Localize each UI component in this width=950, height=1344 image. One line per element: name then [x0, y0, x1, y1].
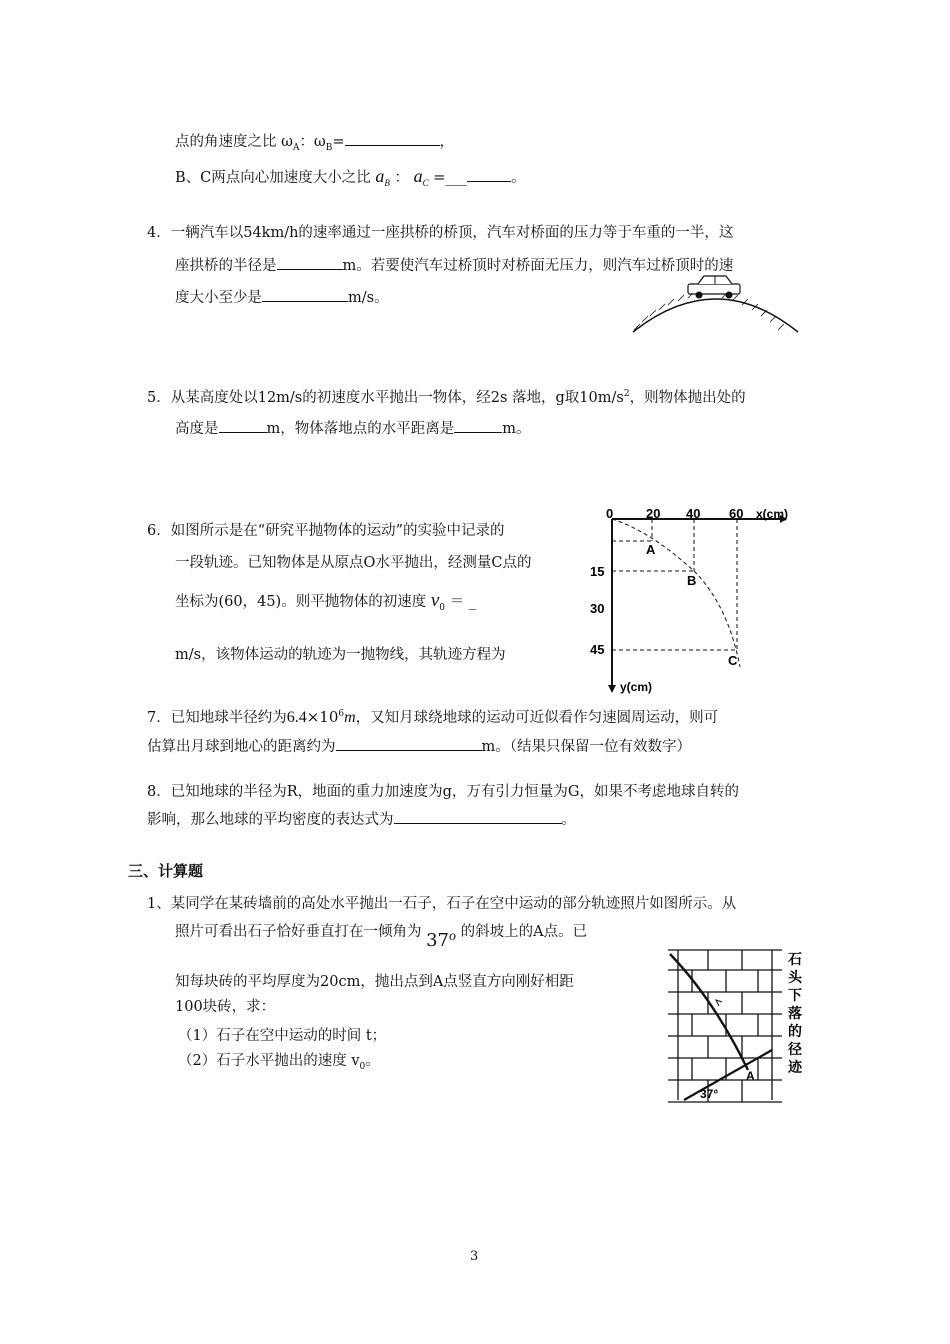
x-axis-label: x(cm)	[756, 507, 789, 521]
answer-blank[interactable]	[394, 809, 562, 824]
x-tick-0: 0	[606, 506, 614, 521]
calc1-line1: 1、某同学在某砖墙前的高处水平抛出一石子，石子在空中运动的部分轨迹照片如图所示。从	[147, 896, 737, 912]
point-a-label: A	[646, 542, 656, 557]
y-tick-30: 30	[590, 601, 605, 616]
q5-line1: 5．从某高度处以12m/s的初速度水平抛出一物体，经2s 落地，g取$10m/s^2$，则物体抛出处的	[147, 389, 746, 406]
q6-line2: 一段轨迹。已知物体是从原点O水平抛出，经测量C点的	[175, 555, 532, 571]
y-tick-45: 45	[590, 642, 605, 657]
y-axis-label: y(cm)	[620, 680, 653, 694]
calc1-item1: （1）石子在空中运动的时间 t；	[178, 1028, 387, 1044]
answer-blank[interactable]	[336, 736, 482, 751]
point-b-label: B	[687, 573, 697, 588]
q4-line1: 4．一辆汽车以54km/h的速率通过一座拱桥的桥顶，汽车对桥面的压力等于车重的一半，这	[147, 225, 734, 241]
caption-char: 迹	[788, 1059, 802, 1075]
calc1-line2: 照片可看出石子恰好垂直打在一倾角为 37o 的斜坡上的A点。已	[175, 924, 588, 951]
car-icon	[688, 276, 740, 299]
q6-line3: 坐标为(60，45)。则平抛物体的初速度 $v_0$ ＝ _	[175, 590, 476, 613]
answer-blank[interactable]	[467, 167, 511, 182]
page-number: 3	[470, 1249, 479, 1264]
calc1-item2: （2）石子水平抛出的速度 $v_0$。	[178, 1053, 380, 1072]
q8-line2: 影响，那么地球的平均密度的表达式为 。	[147, 808, 576, 829]
answer-blank[interactable]	[277, 255, 343, 270]
stone-path	[670, 954, 748, 1070]
caption-char: 下	[788, 987, 802, 1003]
q8-line1: 8．已知地球的半径为R，地面的重力加速度为g，万有引力恒量为G，如果不考虑地球自转的	[147, 784, 740, 800]
q3-line1: 点的角速度之比 $\omega_A$：$\omega_B=$ ，	[175, 130, 454, 153]
q3-line2: B、C两点向心加速度大小之比 $a_B$ ： $a_C$ =___ 。	[175, 166, 526, 188]
trajectory-graph	[590, 505, 810, 695]
x-tick-40: 40	[686, 506, 701, 521]
x-tick-20: 20	[646, 506, 661, 521]
point-c-label: C	[728, 653, 738, 668]
answer-blank[interactable]	[262, 287, 348, 302]
caption-char: 落	[788, 1005, 802, 1021]
caption-char: 径	[788, 1041, 802, 1057]
answer-blank[interactable]	[454, 418, 502, 433]
point-a-label: A	[746, 1069, 755, 1083]
x-tick-60: 60	[729, 506, 744, 521]
answer-blank[interactable]	[219, 418, 267, 433]
q6-line1: 6．如图所示是在“研究平抛物体的运动”的实验中记录的	[147, 523, 505, 539]
calc1-line4: 100块砖，求：	[175, 999, 276, 1015]
q4-line2: 座拱桥的半径是 m。若要使汽车过桥顶时对桥面无压力，则汽车过桥顶时的速	[175, 254, 733, 275]
caption-char: 头	[788, 969, 802, 985]
bridge-car-figure	[628, 270, 803, 335]
section-title: 三、计算题	[128, 863, 204, 880]
angle-label: 37°	[700, 1087, 719, 1101]
y-tick-15: 15	[590, 564, 605, 579]
q4-line3: 度大小至少是 m/s。	[175, 286, 389, 307]
brick-wall-figure	[664, 940, 814, 1112]
q7-line1: 7．已知地球半径约为$6.4\times 10^6m$，又知月球绕地球的运动可近似看作匀速圆周运动，则可	[147, 708, 719, 726]
q7-line2: 估算出月球到地心的距离约为 m。（结果只保留一位有效数字）	[147, 735, 691, 756]
q5-line2: 高度是 m，物体落地点的水平距离是 m。	[175, 417, 531, 438]
q6-line4: m/s，该物体运动的轨迹为一抛物线，其轨迹方程为	[175, 647, 506, 663]
calc1-line3: 知每块砖的平均厚度为20cm，抛出点到A点竖直方向刚好相距	[175, 974, 574, 990]
caption-char: 的	[788, 1023, 802, 1039]
caption-char: 石	[788, 951, 802, 967]
answer-blank[interactable]	[345, 131, 440, 146]
